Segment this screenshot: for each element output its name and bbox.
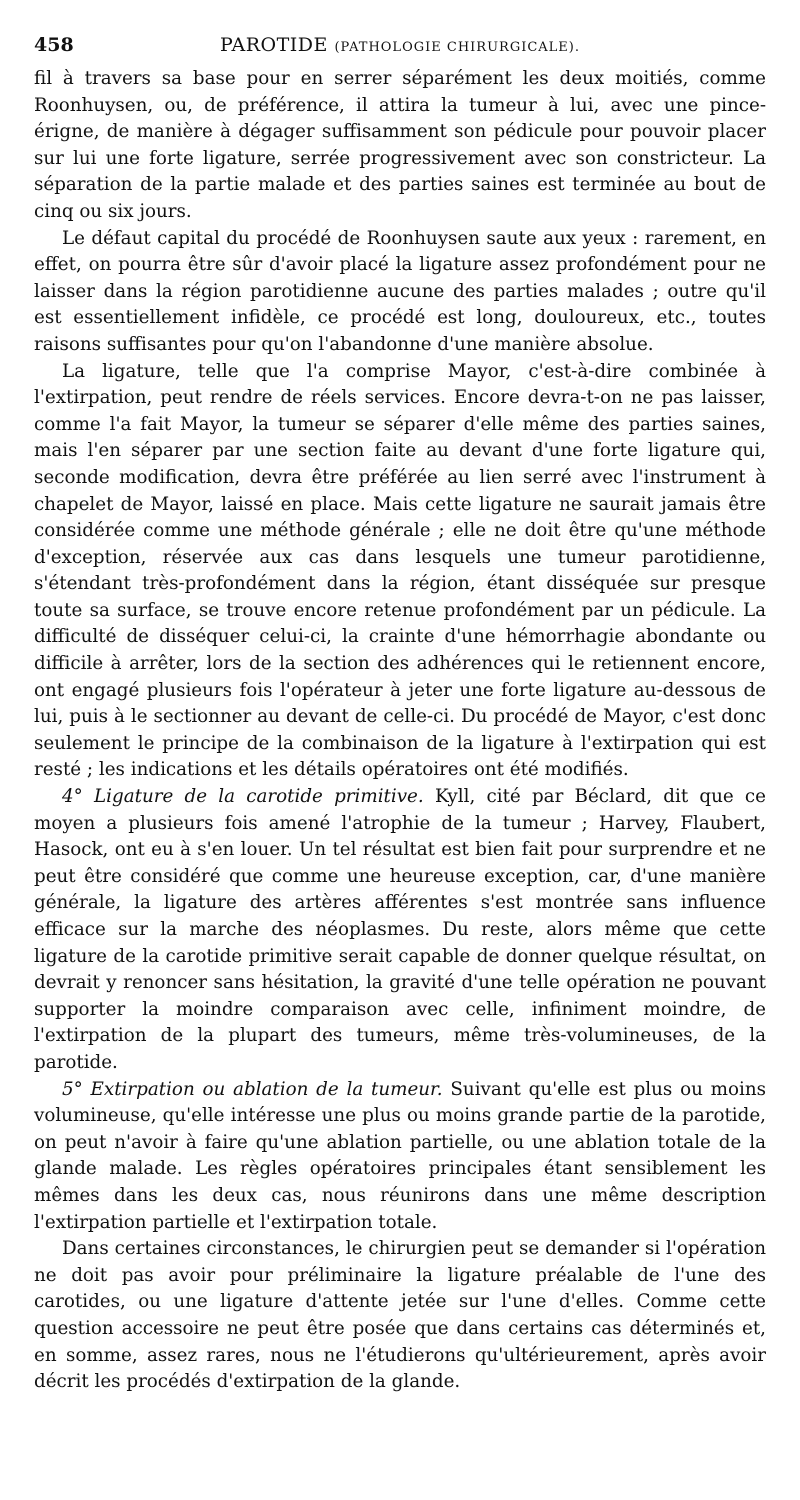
- paragraph-text: Suivant qu'elle est plus ou moins volumineuse, qu'elle intéresse une plus ou moins grande partie de la parotide, on peut n'avoir à faire qu'une ablation partielle, ou une ablation totale de la glande malade. Les règles opératoires principales étant sensiblement les mêmes dans les deux cas, nous réunirons dans une même description l'extirpation partielle et l'extirpation totale.: [34, 1078, 767, 1233]
- running-head-title: PAROTIDE: [219, 34, 328, 56]
- paragraph-text: La ligature, telle que l'a comprise Mayor, c'est-à-dire combinée à l'extirpation, peut rendre de réels services. Encore devra-t-on ne pas laisser, comme l'a fait Mayor, la tumeur se séparer d'elle même des parties saines, mais l'en séparer par une section faite au devant d'une forte ligature qui, seconde modification, devra être préférée au lien serré avec l'instrument à chapelet de Mayor, laissé en place. Mais cette ligature ne saurait jamais être considérée comme une méthode générale ; elle ne doit être qu'une méthode d'exception, réservée aux cas dans lesquels une tumeur parotidienne, s'étendant très-profondément dans la région, étant disséquée sur presque toute sa surface, se trouve encore retenue profondément par un pédicule. La difficulté de disséquer celui-ci, la crainte d'une hémorrhagie abondante ou difficile à arrêter, lors de la section des adhérences qui le retiennent encore, ont engagé plusieurs fois l'opérateur à jeter une forte ligature au-dessous de lui, puis à le sectionner au devant de celle-ci. Du procédé de Mayor, c'est donc seulement le principe de la combinaison de la ligature à l'extirpation qui est resté ; les indications et les détails opératoires ont été modifiés.: [34, 360, 766, 781]
- section-heading-carotid-ligature: 4° Ligature de la carotide primitive.: [62, 786, 424, 808]
- paragraph-roonhuysen-critique: [34, 226, 766, 359]
- paragraph-extirpation: [34, 1077, 766, 1237]
- section-heading-extirpation: 5° Extirpation ou ablation de la tumeur.: [62, 1078, 443, 1100]
- running-head: [34, 30, 766, 63]
- paragraph-text: Dans certaines circonstances, le chirurgien peut se demander si l'opération ne doit pas avoir pour préliminaire la ligature préalable de l'une des carotides, ou une ligature d'attente jetée sur l'une d'elles. Comme cette question accessoire ne peut être posée que dans certains cas déterminés et, en somme, assez rares, nous ne l'étudierons qu'ultérieurement, après avoir décrit les procédés d'extirpation de la glande.: [34, 1238, 766, 1393]
- paragraph-carotid-ligature: [34, 784, 766, 1077]
- paragraph-continued: [34, 66, 766, 226]
- paragraph-text: Kyll, cité par Béclard, dit que ce moyen a plusieurs fois amené l'atrophie de la tumeur ; Harvey, Flaubert, Hasock, ont eu à s'en louer. Un tel résultat est bien fait pour surprendre et ne peut être considéré que comme une heureuse exception, car, d'une manière générale, la ligature des artères afférentes s'est montrée sans influence efficace sur la marche des néoplasmes. Du reste, alors même que cette ligature de la carotide primitive serait capable de donner quelque résultat, on devrait y renoncer sans hésitation, la gravité d'une telle opération ne pouvant supporter la moindre comparaison avec celle, infiniment moindre, de l'extirpation de la plupart des tumeurs, même très-volumineuses, de la parotide.: [34, 786, 766, 1073]
- running-head-subtitle: (PATHOLOGIE CHIRURGICALE).: [334, 40, 581, 55]
- paragraph-preliminary-ligature: [34, 1236, 766, 1396]
- page-body: [34, 66, 766, 1396]
- paragraph-text: Le défaut capital du procédé de Roonhuysen saute aux yeux : rarement, en effet, on pourra être sûr d'avoir placé la ligature assez profondément pour ne laisser dans la région parotidienne aucune des parties malades ; outre qu'il est essentiellement infidèle, ce procédé est long, douloureux, etc., toutes raisons suffisantes pour qu'on l'abandonne d'une manière absolue.: [34, 227, 766, 355]
- paragraph-mayor-ligature: [34, 359, 766, 785]
- page-header: [34, 30, 766, 60]
- page-number: 458: [34, 34, 74, 56]
- paragraph-text: fil à travers sa base pour en serrer séparément les deux moitiés, comme Roonhuysen, ou, de préférence, il attira la tumeur à lui, avec une pince-érigne, de manière à dégager suffisamment son pédicule pour pouvoir placer sur lui une forte ligature, serrée progressivement avec son constricteur. La séparation de la partie malade et des parties saines est terminée au bout de cinq ou six jours.: [34, 68, 766, 222]
